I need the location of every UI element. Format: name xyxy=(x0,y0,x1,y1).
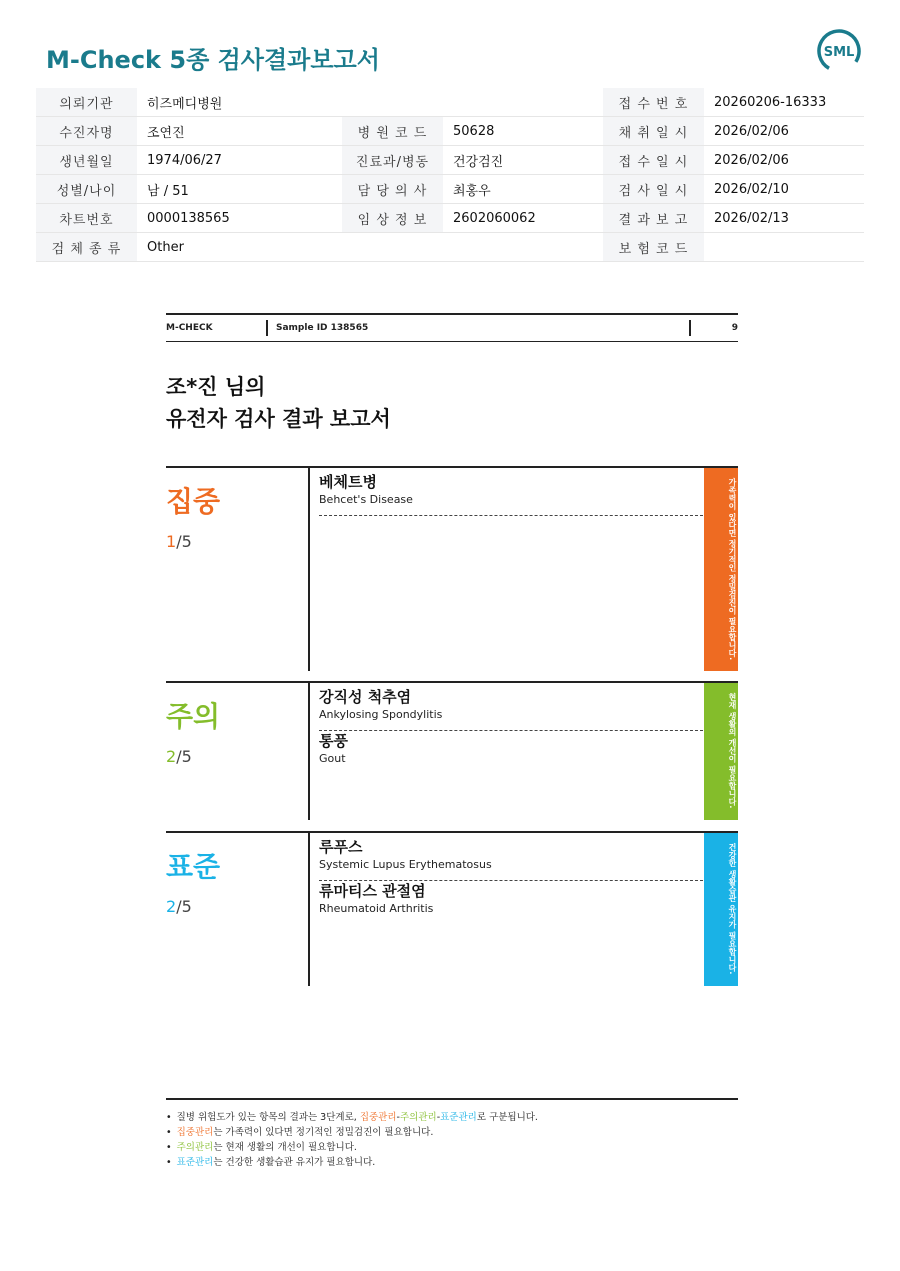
info-row xyxy=(36,175,864,204)
info-label: 접 수 번 호 xyxy=(603,88,704,117)
info-label xyxy=(342,88,443,117)
info-row xyxy=(36,204,864,233)
note-item: • 집중관리는 가족력이 있다면 정기적인 정밀검진이 필요합니다. xyxy=(166,1125,738,1140)
risk-section xyxy=(166,681,738,820)
info-row xyxy=(36,233,864,262)
logo-text: SML xyxy=(823,45,855,60)
risk-count-number: 2 xyxy=(166,897,177,916)
header-divider xyxy=(689,320,691,336)
info-value: 2026/02/10 xyxy=(704,175,864,204)
info-value: 조연진 xyxy=(137,117,342,146)
risk-count-number: 1 xyxy=(166,532,177,551)
info-value xyxy=(443,88,603,117)
info-value: 20260206-16333 xyxy=(704,88,864,117)
risk-count xyxy=(166,532,192,551)
info-value: 1974/06/27 xyxy=(137,146,342,175)
risk-count-number: 2 xyxy=(166,747,177,766)
disease-name-ko: 류마티스 관절염 xyxy=(319,882,426,900)
legend-notes xyxy=(166,1098,738,1170)
report-title xyxy=(166,371,391,435)
section-divider xyxy=(308,833,310,986)
info-value xyxy=(443,233,603,262)
info-value: 최홍우 xyxy=(443,175,603,204)
section-divider xyxy=(308,683,310,820)
info-label: 차트번호 xyxy=(36,204,137,233)
note-item: • 주의관리는 현재 생활의 개선이 필요합니다. xyxy=(166,1140,738,1155)
info-value xyxy=(704,233,864,262)
info-value: 건강검진 xyxy=(443,146,603,175)
info-label: 접 수 일 시 xyxy=(603,146,704,175)
info-value: 남 / 51 xyxy=(137,175,342,204)
disease-name-ko: 강직성 척추염 xyxy=(319,688,412,706)
info-label: 보 험 코 드 xyxy=(603,233,704,262)
disease-name-ko: 루푸스 xyxy=(319,838,363,856)
risk-level-label: 주의 xyxy=(166,700,221,733)
disease-name-ko: 통풍 xyxy=(319,732,348,750)
disease-name-en: Gout xyxy=(319,752,346,765)
risk-level-label: 표준 xyxy=(166,850,221,883)
report-brand: M-CHECK xyxy=(166,323,213,333)
info-label: 검 사 일 시 xyxy=(603,175,704,204)
info-value: 히즈메디병원 xyxy=(137,88,342,117)
info-value: 2026/02/06 xyxy=(704,146,864,175)
risk-advice-bar: 가족력이 있다면 정기적인 정밀검진이 필요합니다. xyxy=(704,468,738,671)
disease-list xyxy=(319,472,703,516)
info-row xyxy=(36,146,864,175)
disease-item xyxy=(319,472,703,516)
info-label: 담 당 의 사 xyxy=(342,175,443,204)
disease-item xyxy=(319,687,703,731)
disease-item xyxy=(319,881,703,924)
info-label: 병 원 코 드 xyxy=(342,117,443,146)
risk-advice-bar: 건강한 생활습관 유지가 필요합니다. xyxy=(704,833,738,986)
info-value: Other xyxy=(137,233,342,262)
risk-count-total: /5 xyxy=(176,897,192,916)
risk-count xyxy=(166,897,192,916)
info-label: 생년월일 xyxy=(36,146,137,175)
page-title: M-Check 5종 검사결과보고서 xyxy=(46,46,380,74)
sample-id: Sample ID 138565 xyxy=(276,323,369,333)
info-label: 수진자명 xyxy=(36,117,137,146)
report-title-line1: 조*진 님의 xyxy=(166,375,266,399)
disease-name-en: Systemic Lupus Erythematosus xyxy=(319,858,492,871)
info-label xyxy=(342,233,443,262)
disease-name-ko: 베체트병 xyxy=(319,473,377,491)
info-label: 결 과 보 고 xyxy=(603,204,704,233)
info-row xyxy=(36,117,864,146)
info-label: 의뢰기관 xyxy=(36,88,137,117)
disease-item xyxy=(319,731,703,774)
risk-section xyxy=(166,466,738,671)
disease-list xyxy=(319,837,703,924)
info-value: 2026/02/13 xyxy=(704,204,864,233)
info-label: 임 상 정 보 xyxy=(342,204,443,233)
section-divider xyxy=(308,468,310,671)
info-value: 2026/02/06 xyxy=(704,117,864,146)
disease-name-en: Behcet's Disease xyxy=(319,493,413,506)
report-title-line2: 유전자 검사 결과 보고서 xyxy=(166,407,391,431)
info-label: 진료과/병동 xyxy=(342,146,443,175)
info-label: 검 체 종 류 xyxy=(36,233,137,262)
risk-level-label: 집중 xyxy=(166,485,221,518)
info-value: 2602060062 xyxy=(443,204,603,233)
info-value: 0000138565 xyxy=(137,204,342,233)
report-header xyxy=(166,313,738,342)
page-number: 9 xyxy=(731,323,738,333)
risk-advice-bar: 현재 생활의 개선이 필요합니다. xyxy=(704,683,738,820)
disease-item xyxy=(319,837,703,881)
sml-logo xyxy=(816,28,862,74)
info-row xyxy=(36,88,864,117)
info-label: 성별/나이 xyxy=(36,175,137,204)
risk-count-total: /5 xyxy=(176,747,192,766)
note-item: • 표준관리는 건강한 생활습관 유지가 필요합니다. xyxy=(166,1155,738,1170)
disease-list xyxy=(319,687,703,774)
risk-count xyxy=(166,747,192,766)
disease-name-en: Ankylosing Spondylitis xyxy=(319,708,443,721)
patient-info-table xyxy=(36,88,864,262)
risk-section xyxy=(166,831,738,986)
disease-name-en: Rheumatoid Arthritis xyxy=(319,902,434,915)
risk-count-total: /5 xyxy=(176,532,192,551)
note-item: • 질병 위험도가 있는 항목의 결과는 3단계로, 집중관리-주의관리-표준관리로 구분됩니다. xyxy=(166,1110,738,1125)
header-divider xyxy=(266,320,268,336)
info-label: 채 취 일 시 xyxy=(603,117,704,146)
info-value: 50628 xyxy=(443,117,603,146)
